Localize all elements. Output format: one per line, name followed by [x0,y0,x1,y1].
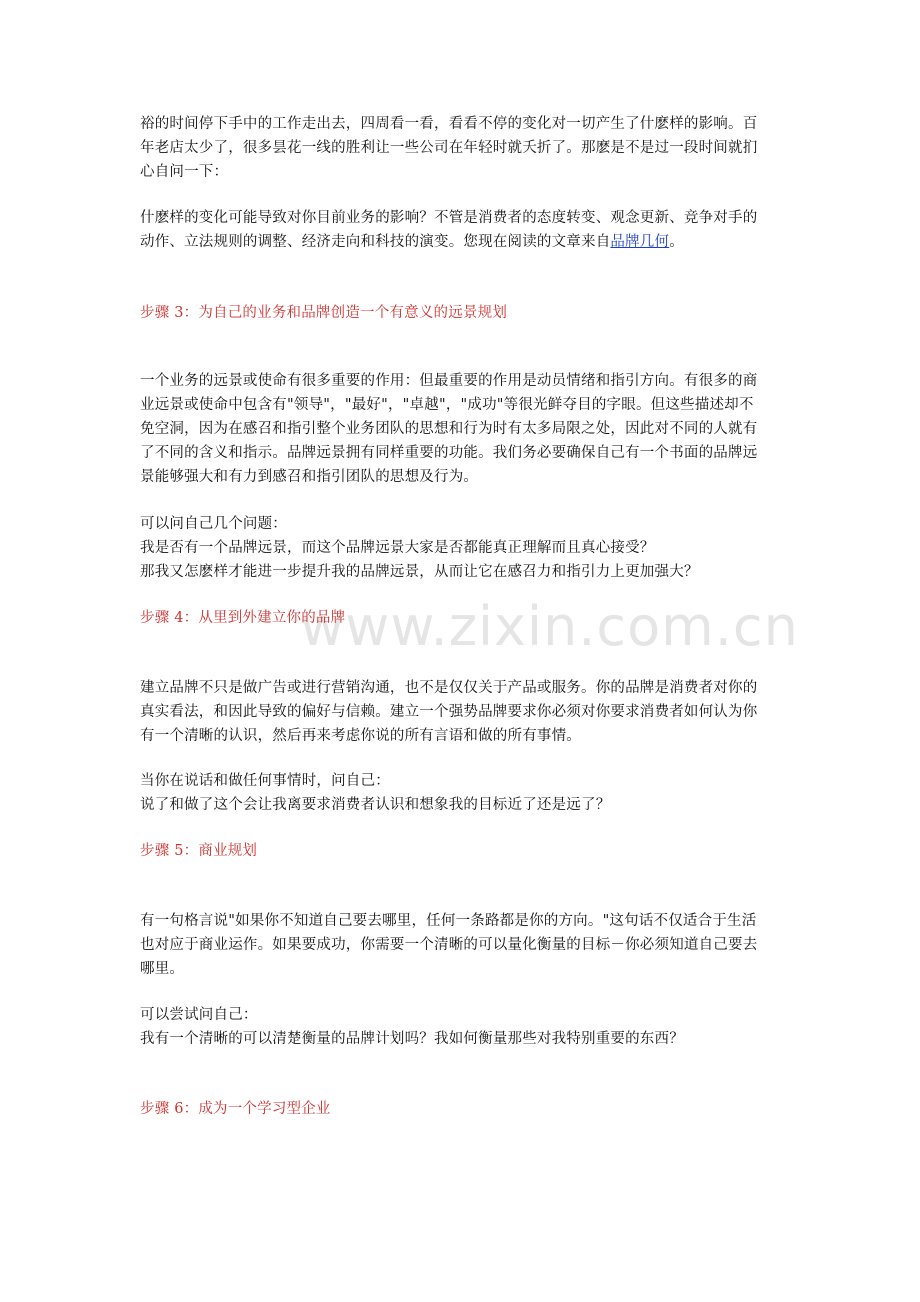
paragraph-text: 动作、立法规则的调整、经济走向和科技的演变。您现在阅读的文章来自 [140,234,611,250]
paragraph-line: 可以问自己几个问题： [140,516,287,532]
paragraph-line: 可以尝试问自己： [140,1007,258,1023]
watermark: www.zixin.com.cn [300,595,799,658]
paragraph-line: 我是否有一个品牌远景，而这个品牌远景大家是否都能真正理解而且真心接受？ [140,540,655,556]
paragraph-line: 心自问一下： [140,164,229,180]
section-heading-step-6: 步骤 6：成为一个学习型企业 [140,1101,331,1117]
paragraph-line: 哪里。 [140,961,185,977]
paragraph-line: 说了和做了这个会让我离要求消费者认识和想象我的目标近了还是远了？ [140,797,611,813]
paragraph-line: 也对应于商业运作。如果要成功，你需要一个清晰的可以量化衡量的目标－你必须知道自己要去 [140,937,758,953]
paragraph-text: 。 [669,234,684,250]
paragraph-line: 当你在说话和做任何事情时，问自己： [140,773,390,789]
paragraph-line: 建立品牌不只是做广告或进行营销沟通，也不是仅仅关于产品或服务。你的品牌是消费者对你的 [140,680,758,696]
paragraph-line: 裕的时间停下手中的工作走出去，四周看一看，看看不停的变化对一切产生了什麽样的影响。百 [140,116,758,132]
paragraph-line: 真实看法，和因此导致的偏好与信赖。建立一个强势品牌要求你必须对你要求消费者如何认为你 [140,704,758,720]
section-heading-step-3: 步骤 3：为自己的业务和品牌创造一个有意义的远景规划 [140,305,508,321]
paragraph-line: 那我又怎麽样才能进一步提升我的品牌远景，从而让它在感召力和指引力上更加强大？ [140,564,699,580]
paragraph-line: 业远景或使命中包含有"领导"，"最好"，"卓越"，"成功"等很光鲜夺目的字眼。但这些描述却不 [140,397,754,413]
paragraph-line: 有一个清晰的认识，然后再来考虑你说的所有言语和做的所有事情。 [140,728,581,744]
section-heading-step-4: 步骤 4：从里到外建立你的品牌 [140,610,346,626]
paragraph-line: 免空洞，因为在感召和指引整个业务团队的思想和行为时有太多局限之处，因此对不同的人就有 [140,421,758,437]
paragraph-line: 了不同的含义和指示。品牌远景拥有同样重要的功能。我们务必要确保自己有一个书面的品牌远 [140,445,758,461]
paragraph-line: 年老店太少了，很多昙花一线的胜利让一些公司在年轻时就夭折了。那麽是不是过一段时间就扪 [140,140,758,156]
paragraph-line: 有一句格言说"如果你不知道自己要去哪里，任何一条路都是你的方向。"这句话不仅适合于生活 [140,913,757,929]
paragraph-line: 什麽样的变化可能导致对你目前业务的影响？不管是消费者的态度转变、观念更新、竞争对手的 [140,210,758,226]
paragraph-line: 景能够强大和有力到感召和指引团队的思想及行为。 [140,469,479,485]
paragraph-line: 我有一个清晰的可以清楚衡量的品牌计划吗？我如何衡量那些对我特别重要的东西？ [140,1031,684,1047]
source-link[interactable]: 品牌几何 [610,234,670,250]
paragraph-line: 一个业务的远景或使命有很多重要的作用：但最重要的作用是动员情绪和指引方向。有很多的商 [140,373,758,389]
section-heading-step-5: 步骤 5：商业规划 [140,843,258,859]
paragraph-line-with-link [140,230,684,254]
